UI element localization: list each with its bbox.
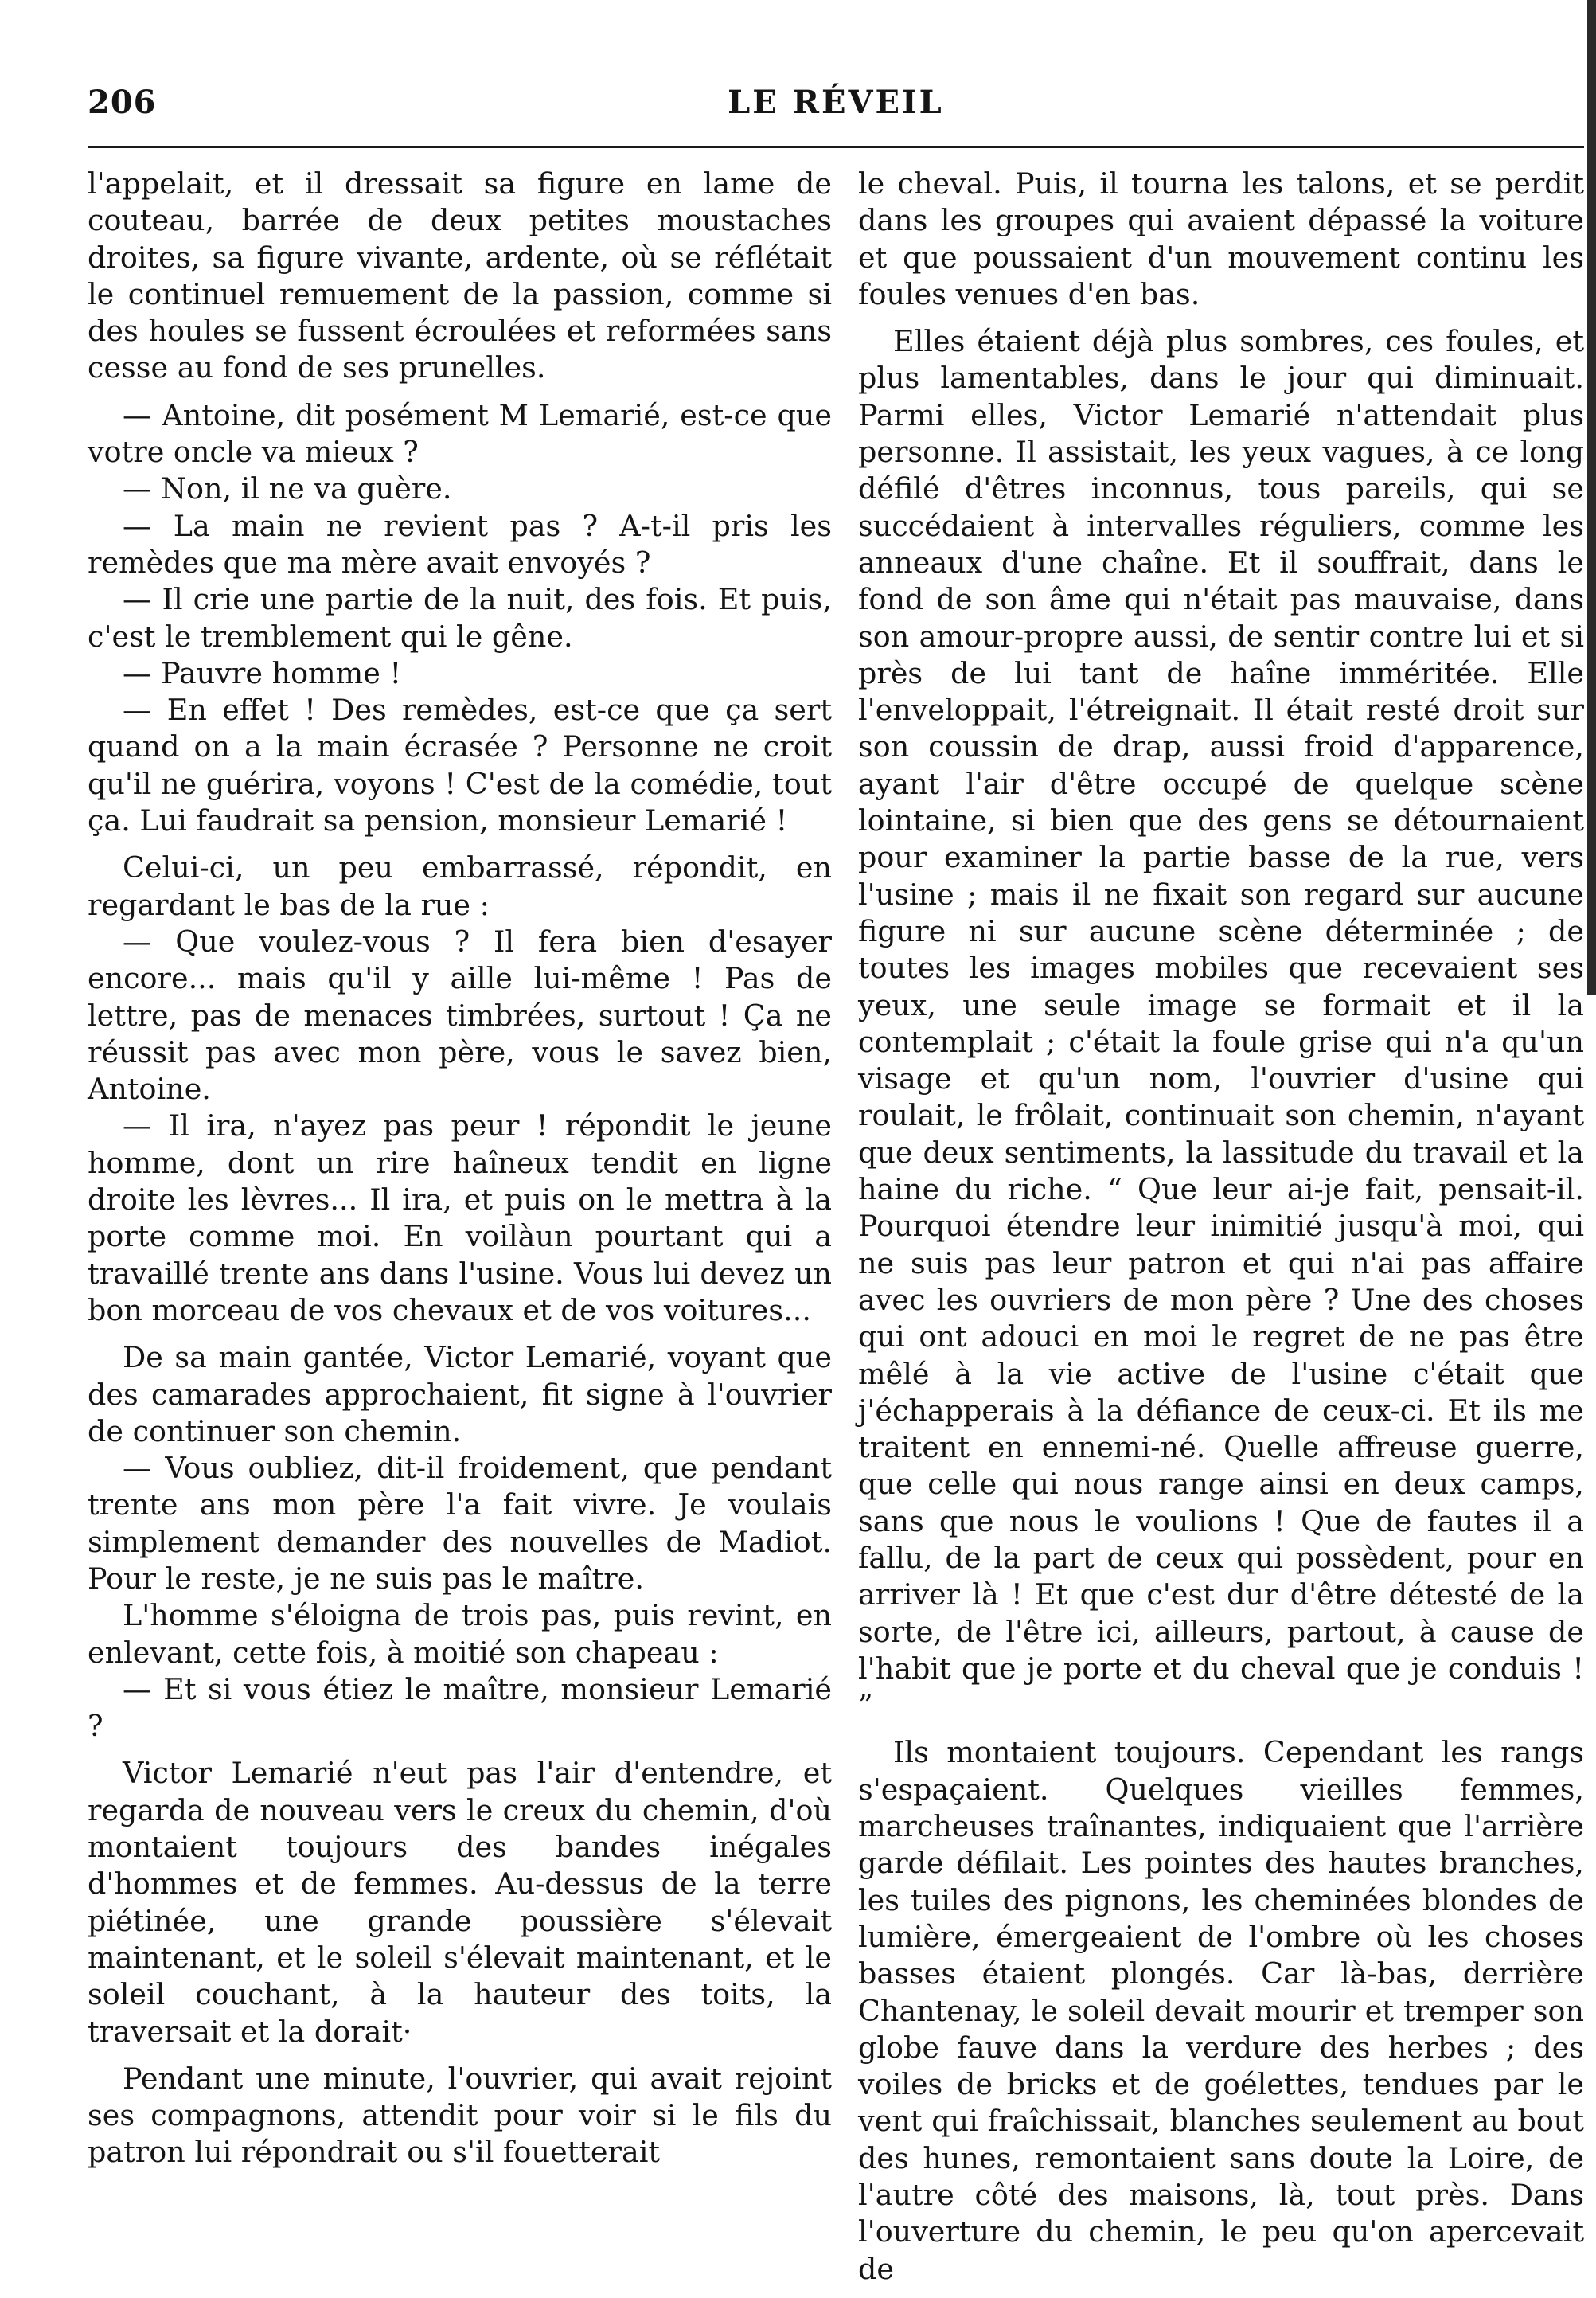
paragraph: — Vous oubliez, dit-il froidement, que pendant trente ans mon père l'a fait vivre. Je voulais simplement demander des nouvelles de Madiot. Pour le reste, je ne suis pas le maître. <box>88 1451 832 1596</box>
paragraph: — Antoine, dit posément M Lemarié, est-ce que votre oncle va mieux ? <box>88 397 832 470</box>
paragraph: Elles étaient déjà plus sombres, ces foules, et plus lamentables, dans le jour qui diminuait. Parmi elles, Victor Lemarié n'attendait plus personne. Il assistait, les yeux vagues, à ce long défilé d'êtres inconnus, tous pareils, qui se succédaient à intervalles réguliers, comme les anneaux d'une chaîne. Et il souffrait, dans le fond de son âme qui n'était pas mauvaise, dans son amour-propre aussi, de sentir contre lui et si près de lui tant de haîne imméritée. Elle l'enveloppait, l'étreignait. Il était resté droit sur son coussin de drap, aussi froid d'apparence, ayant l'air d'être occupé de quelque scène lointaine, si bien que des gens se détournaient pour examiner la partie basse de la rue, vers l'usine ; mais il ne fixait son regard sur aucune figure ni sur aucune scène déterminée ; de toutes les images mobiles que recevaient ses yeux, une seule image se formait et il la contemplait ; c'était la foule grise qui n'a qu'un visage et qu'un nom, l'ouvrier d'usine qui roulait, le frôlait, continuait son chemin, n'ayant que deux sentiments, la lassitude du travail et la haine du riche. “ Que leur ai-je fait, pensait-il. Pourquoi étendre leur inimitié jusqu'à moi, qui ne suis pas leur patron et qui n'ai pas affaire avec les ouvriers de mon père ? Une des choses qui ont adouci en moi le regret de ne pas être mêlé à la vie active de l'usine c'était que j'échapperais à la défiance de ceux-ci. Et ils me traitent en ennemi-né. Quelle affreuse guerre, que celle qui nous range ainsi en deux camps, sans que nous le voulions ! Que de fautes il a fallu, de la part de ceux qui possèdent, pour en arriver là ! Et que c'est dur d'être détesté de la sorte, de l'être ici, ailleurs, partout, à cause de l'habit que je porte et du cheval que je conduis ! ” <box>858 324 1584 1723</box>
right-column <box>858 166 1584 2298</box>
paragraph: — Que voulez-vous ? Il fera bien d'esayer encore... mais qu'il y aille lui-même ! Pas de lettre, pas de menaces timbrées, surtout ! Ça ne réussit pas avec mon père, vous le savez bien, Antoine. <box>88 924 832 1107</box>
paragraph: — Non, il ne va guère. <box>123 471 452 506</box>
running-title: LE RÉVEIL <box>728 84 944 121</box>
header-rule <box>88 146 1584 148</box>
paragraph: l'appelait, et il dressait sa figure en lame de couteau, barrée de deux petites moustaches droites, sa figure vivante, ardente, où se réflétait le continuel remuement de la passion, comme si des houles se fussent écroulées et reformées sans cesse au fond de ses prunelles. <box>88 166 832 385</box>
paragraph: — La main ne revient pas ? A-t-il pris les remèdes que ma mère avait envoyés ? <box>88 508 832 580</box>
paragraph: Celui-ci, un peu embarrassé, répondit, en regardant le bas de la rue : <box>88 850 832 922</box>
left-column <box>88 166 832 2182</box>
paragraph: — Il ira, n'ayez pas peur ! répondit le jeune homme, dont un rire haîneux tendit en ligne droite les lèvres... Il ira, et puis on le mettra à la porte comme moi. En voilàun pourtant qui a travaillé trente ans dans l'usine. Vous lui devez un bon morceau de vos chevaux et de vos voitures... <box>88 1108 832 1327</box>
paragraph: — En effet ! Des remèdes, est-ce que ça sert quand on a la main écrasée ? Personne ne croit qu'il ne guérira, voyons ! C'est de la comédie, tout ça. Lui faudrait sa pension, monsieur Lemarié ! <box>88 693 832 838</box>
paragraph: Victor Lemarié n'eut pas l'air d'entendre, et regarda de nouveau vers le creux du chemin, d'où montaient toujours des bandes inégales d'hommes et de femmes. Au-dessus de la terre piétinée, une grande poussière s'élevait maintenant, et le soleil s'élevait maintenant, et le soleil couchant, à la hauteur des toits, la traversait et la dorait· <box>88 1756 832 2049</box>
paragraph: Pendant une minute, l'ouvrier, qui avait rejoint ses compagnons, attendit pour voir si le fils du patron lui répondrait ou s'il fouetterait <box>88 2061 832 2170</box>
paragraph: Ils montaient toujours. Cependant les rangs s'espaçaient. Quelques vieilles femmes, marcheuses traînantes, indiquaient que l'arrière garde défilait. Les pointes des hautes branches, les tuiles des pignons, les cheminées blondes de lumière, émergeaient de l'ombre où les choses basses étaient plongés. Car là-bas, derrière Chantenay, le soleil devait mourir et tremper son globe fauve dans la verdure des herbes ; des voiles de bricks et de goélettes, tendues par le vent qui fraîchissait, blanches seulement au bout des hunes, remontaient sans doute la Loire, de l'autre côté des maisons, là, tout près. Dans l'ouverture du chemin, le peu qu'on apercevait de <box>858 1735 1584 2286</box>
page-header <box>88 84 1584 131</box>
paragraph: — Et si vous étiez le maître, monsieur Lemarié ? <box>88 1671 832 1744</box>
paragraph: — Il crie une partie de la nuit, des fois. Et puis, c'est le tremblement qui le gêne. <box>88 582 832 654</box>
paragraph: De sa main gantée, Victor Lemarié, voyant que des camarades approchaient, fit signe à l'ouvrier de continuer son chemin. <box>88 1340 832 1448</box>
paragraph: le cheval. Puis, il tourna les talons, et se perdit dans les groupes qui avaient dépassé la voiture et que poussaient d'un mouvement continu les foules venues d'en bas. <box>858 166 1584 311</box>
paragraph: L'homme s'éloigna de trois pas, puis revint, en enlevant, cette fois, à moitié son chapeau : <box>88 1598 832 1670</box>
page-number: 206 <box>88 84 157 121</box>
paragraph: — Pauvre homme ! <box>123 655 402 690</box>
page-edge-shadow <box>1587 0 1596 995</box>
